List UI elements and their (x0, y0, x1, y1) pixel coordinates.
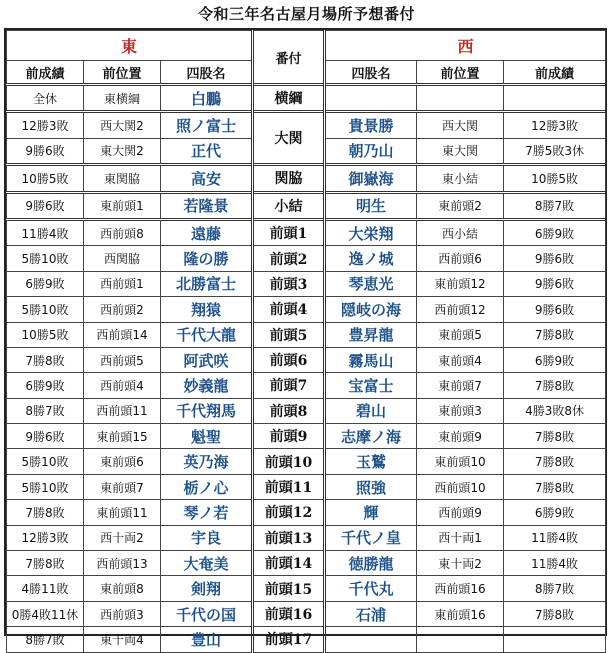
rank-cell: 前頭4 (253, 297, 325, 322)
west-shikona: 霧馬山 (325, 347, 417, 372)
west-record (504, 627, 606, 652)
rank-cell: 前頭17 (253, 627, 325, 652)
rank-cell: 前頭11 (253, 474, 325, 499)
west-position: 東前頭2 (417, 192, 504, 219)
table-row (7, 551, 606, 576)
rank-cell: 前頭7 (253, 373, 325, 398)
east-shikona: 翔猿 (161, 297, 253, 322)
table-row (7, 297, 606, 322)
west-position (417, 85, 504, 112)
east-record: 7勝8敗 (7, 551, 84, 576)
east-record: 7勝8敗 (7, 347, 84, 372)
west-position (417, 627, 504, 652)
rank-cell: 前頭5 (253, 322, 325, 347)
west-position: 西前頭6 (417, 246, 504, 271)
east-position: 西前頭5 (84, 347, 161, 372)
east-position: 西前頭4 (84, 373, 161, 398)
west-record: 9勝6敗 (504, 246, 606, 271)
west-position: 西前頭12 (417, 297, 504, 322)
table-row (7, 322, 606, 347)
east-shikona: 若隆景 (161, 192, 253, 219)
east-position: 西前頭8 (84, 219, 161, 245)
west-shikona: 琴恵光 (325, 271, 417, 296)
table-row (7, 347, 606, 372)
rank-cell: 前頭3 (253, 271, 325, 296)
east-position: 東前頭15 (84, 424, 161, 449)
west-position: 東前頭4 (417, 347, 504, 372)
west-shikona: 大栄翔 (325, 219, 417, 245)
east-record: 6勝9敗 (7, 373, 84, 398)
table-row (7, 192, 606, 219)
west-position: 西十両1 (417, 525, 504, 550)
table-row (7, 246, 606, 271)
table-row (7, 398, 606, 423)
east-record: 10勝5敗 (7, 165, 84, 192)
east-record: 7勝8敗 (7, 500, 84, 525)
east-position: 東関脇 (84, 165, 161, 192)
east-shikona-header: 四股名 (161, 61, 253, 85)
east-record: 11勝4敗 (7, 219, 84, 245)
west-position: 東前頭12 (417, 271, 504, 296)
east-record: 9勝6敗 (7, 138, 84, 164)
east-record: 9勝6敗 (7, 192, 84, 219)
table-row (7, 271, 606, 296)
west-shikona: 輝 (325, 500, 417, 525)
east-position: 西十両2 (84, 525, 161, 550)
rank-cell: 前頭16 (253, 601, 325, 626)
east-shikona: 千代大龍 (161, 322, 253, 347)
west-position: 東前頭3 (417, 398, 504, 423)
east-position: 西関脇 (84, 246, 161, 271)
table-row (7, 525, 606, 550)
east-record: 4勝11敗 (7, 576, 84, 601)
table-row (7, 576, 606, 601)
west-shikona: 朝乃山 (325, 138, 417, 164)
east-shikona: 妙義龍 (161, 373, 253, 398)
table-row (7, 219, 606, 245)
rank-cell: 前頭2 (253, 246, 325, 271)
table-row (7, 373, 606, 398)
east-shikona: 北勝富士 (161, 271, 253, 296)
east-side-header: 東 (7, 31, 253, 61)
east-shikona: 栃ノ心 (161, 474, 253, 499)
west-record: 7勝5敗3休 (504, 138, 606, 164)
east-record: 5勝10敗 (7, 297, 84, 322)
east-record: 12勝3敗 (7, 112, 84, 138)
east-record: 5勝10敗 (7, 474, 84, 499)
rank-cell: 前頭15 (253, 576, 325, 601)
west-shikona: 照強 (325, 474, 417, 499)
east-position: 東前頭6 (84, 449, 161, 474)
west-record: 7勝8敗 (504, 373, 606, 398)
west-shikona: 千代丸 (325, 576, 417, 601)
east-position: 西前頭13 (84, 551, 161, 576)
east-record: 8勝7敗 (7, 398, 84, 423)
banzuke-header: 番付 (253, 31, 325, 85)
east-position: 東前頭1 (84, 192, 161, 219)
east-shikona: 隆の勝 (161, 246, 253, 271)
west-position: 西前頭9 (417, 500, 504, 525)
west-position: 東前頭5 (417, 322, 504, 347)
west-shikona: 玉鷲 (325, 449, 417, 474)
west-shikona: 逸ノ城 (325, 246, 417, 271)
east-record: 5勝10敗 (7, 449, 84, 474)
west-record: 8勝7敗 (504, 576, 606, 601)
east-position: 東大関2 (84, 138, 161, 164)
west-record: 7勝8敗 (504, 322, 606, 347)
west-position: 西小結 (417, 219, 504, 245)
rank-cell: 前頭9 (253, 424, 325, 449)
east-record: 9勝6敗 (7, 424, 84, 449)
west-position: 東前頭16 (417, 601, 504, 626)
west-side-header: 西 (325, 31, 606, 61)
west-position-header: 前位置 (417, 61, 504, 85)
west-record: 9勝6敗 (504, 271, 606, 296)
east-record: 6勝9敗 (7, 271, 84, 296)
west-record: 11勝4敗 (504, 525, 606, 550)
west-position: 西前頭10 (417, 474, 504, 499)
west-record: 9勝6敗 (504, 297, 606, 322)
east-record: 8勝7敗 (7, 627, 84, 652)
east-shikona: 魁聖 (161, 424, 253, 449)
table-row (7, 85, 606, 112)
west-shikona: 豊昇龍 (325, 322, 417, 347)
table-row (7, 627, 606, 652)
rank-cell: 前頭10 (253, 449, 325, 474)
west-position: 東十両2 (417, 551, 504, 576)
west-record (504, 85, 606, 112)
banzuke-table-frame (4, 28, 607, 649)
east-position: 西前頭3 (84, 601, 161, 626)
rank-cell: 前頭8 (253, 398, 325, 423)
east-position: 東横綱 (84, 85, 161, 112)
rank-cell: 前頭13 (253, 525, 325, 550)
west-shikona: 志摩ノ海 (325, 424, 417, 449)
east-shikona: 阿武咲 (161, 347, 253, 372)
banzuke-table (6, 30, 606, 653)
west-shikona-header: 四股名 (325, 61, 417, 85)
table-row (7, 601, 606, 626)
west-record: 8勝7敗 (504, 192, 606, 219)
west-shikona: 宝富士 (325, 373, 417, 398)
west-shikona: 徳勝龍 (325, 551, 417, 576)
west-shikona: 千代ノ皇 (325, 525, 417, 550)
west-record: 7勝8敗 (504, 449, 606, 474)
west-position: 西大関 (417, 112, 504, 138)
east-record: 10勝5敗 (7, 322, 84, 347)
west-position: 東小結 (417, 165, 504, 192)
east-position: 東前頭11 (84, 500, 161, 525)
rank-cell: 前頭14 (253, 551, 325, 576)
east-position: 東前頭7 (84, 474, 161, 499)
rank-cell: 横綱 (253, 85, 325, 112)
east-record: 全休 (7, 85, 84, 112)
east-shikona: 千代翔馬 (161, 398, 253, 423)
east-position: 西大関2 (84, 112, 161, 138)
table-row (7, 474, 606, 499)
east-position: 西前頭2 (84, 297, 161, 322)
west-record: 7勝8敗 (504, 601, 606, 626)
page-title: 令和三年名古屋月場所予想番付 (197, 5, 415, 23)
west-shikona: 明生 (325, 192, 417, 219)
east-shikona: 千代の国 (161, 601, 253, 626)
west-record: 7勝8敗 (504, 474, 606, 499)
west-shikona: 石浦 (325, 601, 417, 626)
east-shikona: 大奄美 (161, 551, 253, 576)
east-position: 西前頭14 (84, 322, 161, 347)
east-shikona: 照ノ富士 (161, 112, 253, 138)
east-shikona: 遠藤 (161, 219, 253, 245)
west-shikona (325, 85, 417, 112)
east-shikona: 高安 (161, 165, 253, 192)
west-shikona: 御嶽海 (325, 165, 417, 192)
east-position-header: 前位置 (84, 61, 161, 85)
west-record: 4勝3敗8休 (504, 398, 606, 423)
west-position: 東前頭9 (417, 424, 504, 449)
table-row (7, 424, 606, 449)
west-record: 10勝5敗 (504, 165, 606, 192)
east-record: 12勝3敗 (7, 525, 84, 550)
east-shikona: 宇良 (161, 525, 253, 550)
rank-cell: 前頭1 (253, 219, 325, 245)
east-record: 5勝10敗 (7, 246, 84, 271)
east-position: 東前頭8 (84, 576, 161, 601)
rank-cell: 前頭12 (253, 500, 325, 525)
east-position: 東十両4 (84, 627, 161, 652)
west-record-header: 前成績 (504, 61, 606, 85)
table-row (7, 449, 606, 474)
west-shikona: 貴景勝 (325, 112, 417, 138)
east-shikona: 英乃海 (161, 449, 253, 474)
west-shikona (325, 627, 417, 652)
table-row (7, 165, 606, 192)
east-record-header: 前成績 (7, 61, 84, 85)
east-shikona: 正代 (161, 138, 253, 164)
west-shikona: 隠岐の海 (325, 297, 417, 322)
table-row (7, 500, 606, 525)
west-position: 東前頭7 (417, 373, 504, 398)
east-position: 西前頭1 (84, 271, 161, 296)
east-shikona: 白鵬 (161, 85, 253, 112)
rank-cell: 前頭6 (253, 347, 325, 372)
east-shikona: 琴ノ若 (161, 500, 253, 525)
east-record: 0勝4敗11休 (7, 601, 84, 626)
table-row (7, 112, 606, 138)
east-shikona: 剣翔 (161, 576, 253, 601)
west-position: 東前頭10 (417, 449, 504, 474)
east-position: 西前頭11 (84, 398, 161, 423)
west-record: 6勝9敗 (504, 500, 606, 525)
west-position: 西前頭16 (417, 576, 504, 601)
west-shikona: 碧山 (325, 398, 417, 423)
west-record: 6勝9敗 (504, 219, 606, 245)
west-record: 11勝4敗 (504, 551, 606, 576)
west-record: 7勝8敗 (504, 424, 606, 449)
east-shikona: 豊山 (161, 627, 253, 652)
rank-cell: 大関 (253, 112, 325, 165)
rank-cell: 関脇 (253, 165, 325, 192)
rank-cell: 小結 (253, 192, 325, 219)
west-position: 東大関 (417, 138, 504, 164)
west-record: 12勝3敗 (504, 112, 606, 138)
west-record: 6勝9敗 (504, 347, 606, 372)
